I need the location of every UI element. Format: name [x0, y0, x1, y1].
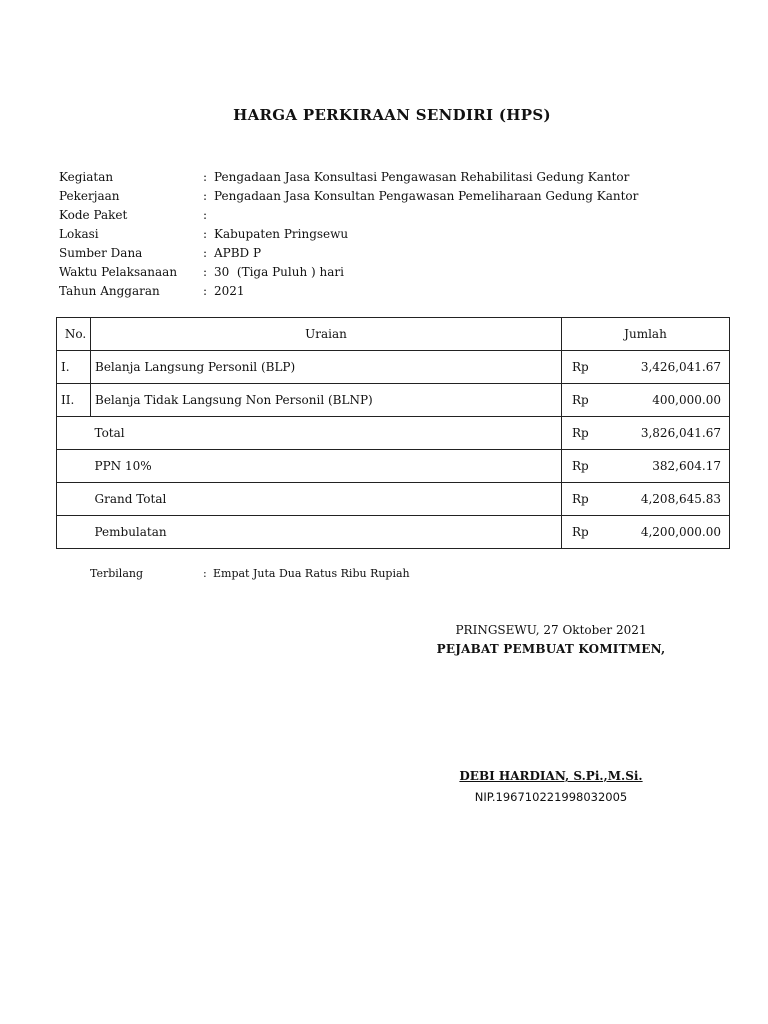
document-title: HARGA PERKIRAAN SENDIRI (HPS) — [233, 106, 551, 124]
terbilang-label: Terbilang — [90, 567, 144, 580]
row-currency: Rp — [562, 516, 613, 549]
row-currency: Rp — [562, 384, 613, 417]
signature-name: DEBI HARDIAN, S.Pi.,M.Si. — [459, 769, 643, 783]
header-jumlah: Jumlah — [562, 318, 730, 351]
row-no-blank — [57, 516, 91, 549]
info-label: Pekerjaan — [59, 189, 120, 203]
row-currency: Rp — [562, 483, 613, 516]
summary-row-total — [57, 417, 730, 450]
summary-amount: 4,200,000.00 — [612, 516, 730, 549]
summary-label: PPN 10% — [91, 450, 562, 483]
info-colon: : — [203, 265, 208, 279]
header-no: No. — [57, 318, 91, 351]
terbilang-value: Empat Juta Dua Ratus Ribu Rupiah — [213, 567, 410, 580]
summary-row-grand-total — [57, 483, 730, 516]
info-label: Kegiatan — [59, 170, 114, 184]
info-label: Tahun Anggaran — [59, 284, 160, 298]
row-no: II. — [57, 384, 91, 417]
row-no-blank — [57, 483, 91, 516]
info-value: Pengadaan Jasa Konsultasi Pengawasan Rehabilitasi Gedung Kantor — [214, 170, 630, 184]
info-value: Kabupaten Pringsewu — [214, 227, 349, 241]
info-colon: : — [203, 208, 208, 222]
info-value: 30 (Tiga Puluh ) hari — [214, 265, 344, 279]
summary-amount: 382,604.17 — [612, 450, 730, 483]
row-amount: 400,000.00 — [612, 384, 730, 417]
summary-label: Total — [91, 417, 562, 450]
row-currency: Rp — [562, 351, 613, 384]
header-uraian: Uraian — [91, 318, 562, 351]
row-currency: Rp — [562, 450, 613, 483]
summary-label: Grand Total — [91, 483, 562, 516]
summary-amount: 4,208,645.83 — [612, 483, 730, 516]
info-colon: : — [203, 284, 208, 298]
info-colon: : — [203, 227, 208, 241]
signature-place-date: PRINGSEWU, 27 Oktober 2021 — [455, 623, 647, 637]
info-label: Sumber Dana — [59, 246, 143, 260]
terbilang-colon: : — [203, 567, 207, 580]
signature-role: PEJABAT PEMBUAT KOMITMEN, — [436, 642, 666, 656]
info-colon: : — [203, 189, 208, 203]
summary-amount: 3,826,041.67 — [612, 417, 730, 450]
row-currency: Rp — [562, 417, 613, 450]
info-label: Waktu Pelaksanaan — [59, 265, 178, 279]
terbilang-line — [90, 567, 410, 580]
info-value: APBD P — [214, 246, 262, 260]
summary-row-ppn — [57, 450, 730, 483]
row-uraian: Belanja Langsung Personil (BLP) — [91, 351, 562, 384]
table-header-row — [57, 318, 730, 351]
table-row — [57, 351, 730, 384]
info-label: Lokasi — [59, 227, 99, 241]
info-value: 2021 — [214, 284, 245, 298]
row-no: I. — [57, 351, 91, 384]
row-no-blank — [57, 417, 91, 450]
info-colon: : — [203, 170, 208, 184]
table-row — [57, 384, 730, 417]
info-value: Pengadaan Jasa Konsultan Pengawasan Pemeliharaan Gedung Kantor — [214, 189, 639, 203]
summary-row-pembulatan — [57, 516, 730, 549]
signature-nip: NIP.196710221998032005 — [474, 790, 628, 804]
hps-table — [56, 317, 730, 549]
info-colon: : — [203, 246, 208, 260]
row-no-blank — [57, 450, 91, 483]
summary-label: Pembulatan — [91, 516, 562, 549]
info-label: Kode Paket — [59, 208, 128, 222]
row-uraian: Belanja Tidak Langsung Non Personil (BLNP) — [91, 384, 562, 417]
row-amount: 3,426,041.67 — [612, 351, 730, 384]
